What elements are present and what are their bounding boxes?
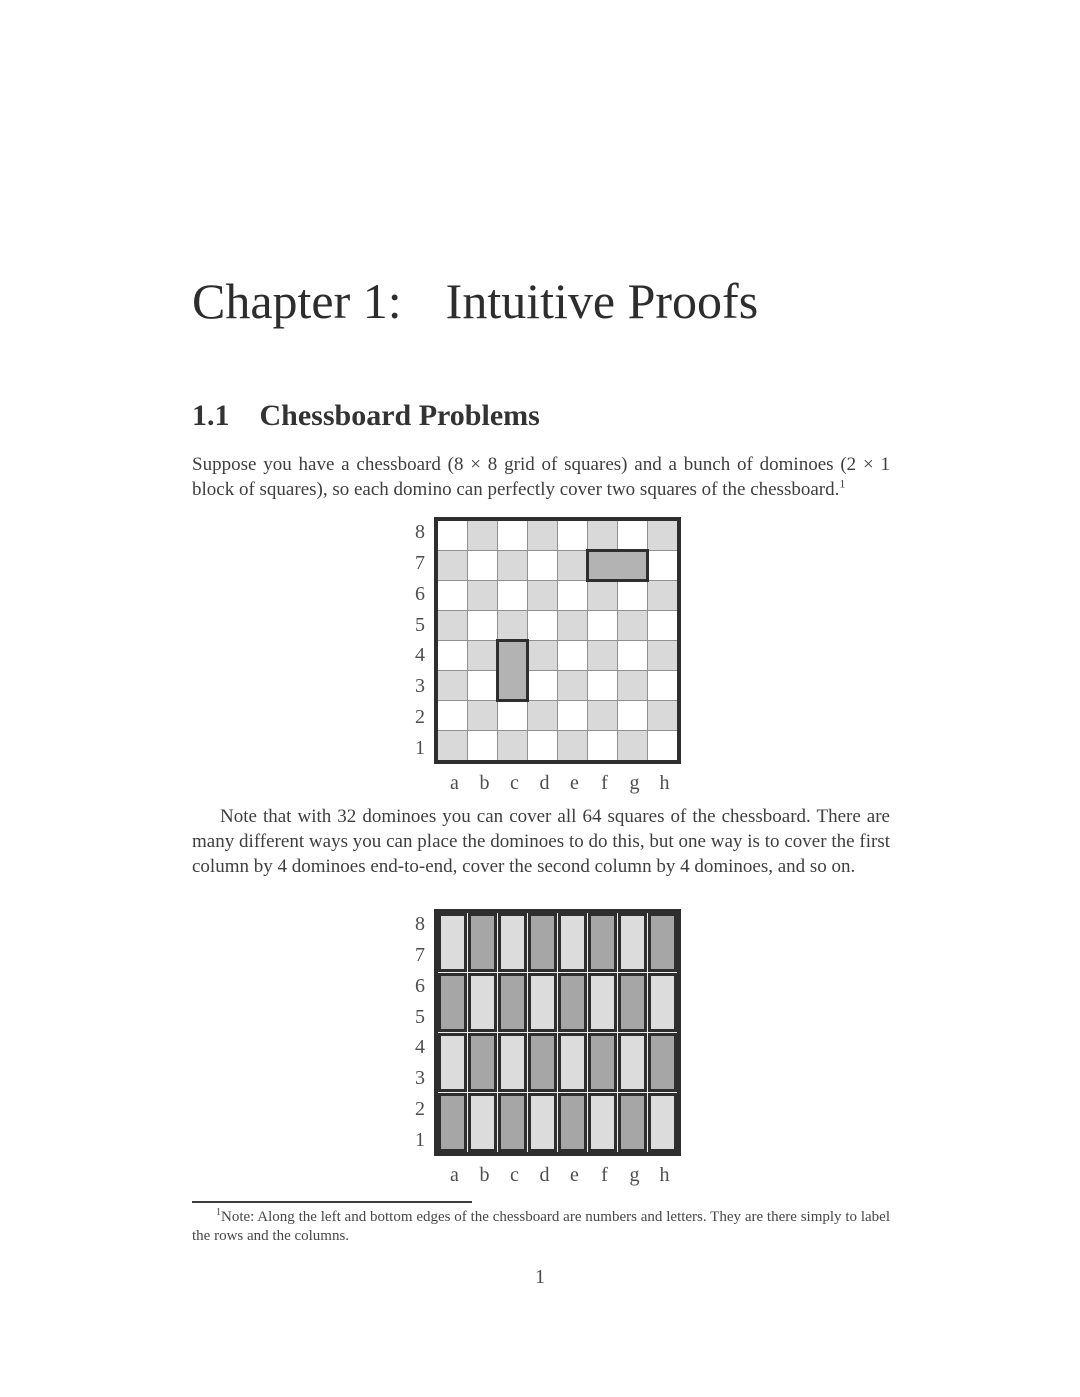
board1-file-g: g [629,772,640,794]
board2-with-row-labels [401,909,681,1156]
page-number: 1 [535,1266,545,1288]
square-f5 [588,611,617,640]
square-e1 [558,731,587,760]
square-d1 [528,731,557,760]
vertical-domino-b4-3 [468,1033,497,1092]
footnote-block [192,1201,890,1246]
board1-grid [434,517,681,764]
square-e6 [558,581,587,610]
vertical-domino-g8-7 [618,913,647,972]
square-h2 [648,701,677,730]
square-h8 [648,521,677,550]
board1-file-a: a [450,772,459,794]
square-a5 [438,611,467,640]
square-a7 [438,551,467,580]
square-a1 [438,731,467,760]
square-h1 [648,731,677,760]
board2-file-spacer [403,1164,440,1187]
vertical-domino-h2-1 [648,1093,677,1152]
square-b5 [468,611,497,640]
vertical-domino-h6-5 [648,973,677,1032]
board1-rank-1: 1 [415,737,425,760]
board2-rank-5: 5 [415,1005,425,1028]
square-c5 [498,611,527,640]
vertical-domino-f2-1 [588,1093,617,1152]
board1-rank-4: 4 [415,644,425,667]
vertical-domino-a6-5 [438,973,467,1032]
board1-file-spacer [403,772,440,795]
chapter-title-prefix: Chapter 1: [192,273,402,329]
vertical-domino-a4-3 [438,1033,467,1092]
square-e3 [558,671,587,700]
board2-file-g: g [629,1164,640,1186]
board1-with-row-labels [401,517,681,764]
square-h7 [648,551,677,580]
chapter-title-main: Intuitive Proofs [445,273,759,329]
board2-file-d: d [539,1164,550,1186]
intro-footnote-marker: 1 [839,476,846,491]
board1-rank-7: 7 [415,551,425,574]
vertical-domino-e4-3 [558,1033,587,1092]
board1-file-c: c [510,772,519,794]
intro-text: Suppose you have a chessboard (8 × 8 grid of squares) and a bunch of dominoes (2 × 1 block of squares), so each domino can perfectly cover two squares of the chessboard. [192,454,890,500]
square-c7 [498,551,527,580]
square-g3 [618,671,647,700]
vertical-domino-b8-7 [468,913,497,972]
board1-rank-5: 5 [415,613,425,636]
board1-rank-3: 3 [415,675,425,698]
square-a6 [438,581,467,610]
board2-file-f: f [601,1164,608,1186]
vertical-domino-e8-7 [558,913,587,972]
board1-col-labels [403,772,680,795]
square-a8 [438,521,467,550]
vertical-domino-c6-5 [498,973,527,1032]
square-d5 [528,611,557,640]
board1-file-b: b [479,772,490,794]
footnote-body: Note: Along the left and bottom edges of the chessboard are numbers and letters. They are there simply to label the rows and the columns. [192,1209,890,1244]
square-c1 [498,731,527,760]
square-a3 [438,671,467,700]
vertical-domino-f6-5 [588,973,617,1032]
vertical-domino-f4-3 [588,1033,617,1092]
square-e5 [558,611,587,640]
section-heading [192,399,890,433]
square-a4 [438,641,467,670]
vertical-domino-e6-5 [558,973,587,1032]
board1-file-f: f [601,772,608,794]
square-e7 [558,551,587,580]
board1-file-e: e [570,772,579,794]
footnote-rule [192,1201,472,1203]
board1-rank-6: 6 [415,582,425,605]
intro-paragraph [192,452,890,502]
square-e2 [558,701,587,730]
square-f3 [588,671,617,700]
vertical-domino-d6-5 [528,973,557,1032]
vertical-domino-c2-1 [498,1093,527,1152]
board1-row-labels [401,517,425,764]
board2-file-h: h [659,1164,670,1186]
chapter-title [192,272,952,330]
square-d4 [528,641,557,670]
board2-rank-8: 8 [415,912,425,935]
square-e4 [558,641,587,670]
board2-rank-4: 4 [415,1036,425,1059]
square-g8 [618,521,647,550]
board2-file-b: b [479,1164,490,1186]
vertical-domino-c4-3 [498,1033,527,1092]
square-d3 [528,671,557,700]
square-a2 [438,701,467,730]
board1-file-h: h [659,772,670,794]
vertical-domino-h8-7 [648,913,677,972]
square-d8 [528,521,557,550]
square-g5 [618,611,647,640]
vertical-domino-d8-7 [528,913,557,972]
domino-f7-g7 [586,549,649,582]
vertical-domino-f8-7 [588,913,617,972]
square-g2 [618,701,647,730]
board2-file-e: e [570,1164,579,1186]
vertical-domino-d2-1 [528,1093,557,1152]
square-c8 [498,521,527,550]
board2-rank-6: 6 [415,974,425,997]
square-b4 [468,641,497,670]
square-e8 [558,521,587,550]
square-f4 [588,641,617,670]
board2-rank-1: 1 [415,1129,425,1152]
square-b8 [468,521,497,550]
square-b3 [468,671,497,700]
section-title: Chessboard Problems [259,399,540,432]
vertical-domino-e2-1 [558,1093,587,1152]
board1-file-d: d [539,772,550,794]
board2-rank-7: 7 [415,943,425,966]
square-b7 [468,551,497,580]
domino-c4-c3 [496,639,529,702]
square-b6 [468,581,497,610]
footnote-marker: 1 [216,1207,221,1218]
board1-rank-8: 8 [415,520,425,543]
square-c6 [498,581,527,610]
board2-file-a: a [450,1164,459,1186]
square-f6 [588,581,617,610]
board2-grid [434,909,681,1156]
square-g4 [618,641,647,670]
square-h3 [648,671,677,700]
square-d7 [528,551,557,580]
square-g6 [618,581,647,610]
vertical-domino-b2-1 [468,1093,497,1152]
vertical-domino-d4-3 [528,1033,557,1092]
board1-rank-2: 2 [415,706,425,729]
square-f1 [588,731,617,760]
chessboard-figure-2 [192,909,890,1187]
square-f2 [588,701,617,730]
note-paragraph: Note that with 32 dominoes you can cover all 64 squares of the chessboard. There are many different ways you can place the dominoes to do this, but one way is to cover the first column by 4 dominoes end-to-end, cover the second column by 4 dominoes, and so on. [192,806,890,877]
vertical-domino-g4-3 [618,1033,647,1092]
vertical-domino-g6-5 [618,973,647,1032]
vertical-domino-h4-3 [648,1033,677,1092]
square-f8 [588,521,617,550]
board2-row-labels [401,909,425,1156]
footnote-text [192,1208,890,1246]
square-h4 [648,641,677,670]
vertical-domino-a2-1 [438,1093,467,1152]
board2-rank-3: 3 [415,1067,425,1090]
square-h5 [648,611,677,640]
square-d2 [528,701,557,730]
board2-rank-2: 2 [415,1098,425,1121]
chessboard-figure-1 [192,517,890,795]
board2-col-labels [403,1164,680,1187]
square-d6 [528,581,557,610]
vertical-domino-c8-7 [498,913,527,972]
square-b1 [468,731,497,760]
board2-file-c: c [510,1164,519,1186]
vertical-domino-a8-7 [438,913,467,972]
square-c2 [498,701,527,730]
square-g1 [618,731,647,760]
vertical-domino-b6-5 [468,973,497,1032]
vertical-domino-g2-1 [618,1093,647,1152]
square-b2 [468,701,497,730]
square-h6 [648,581,677,610]
section-number: 1.1 [192,399,230,432]
